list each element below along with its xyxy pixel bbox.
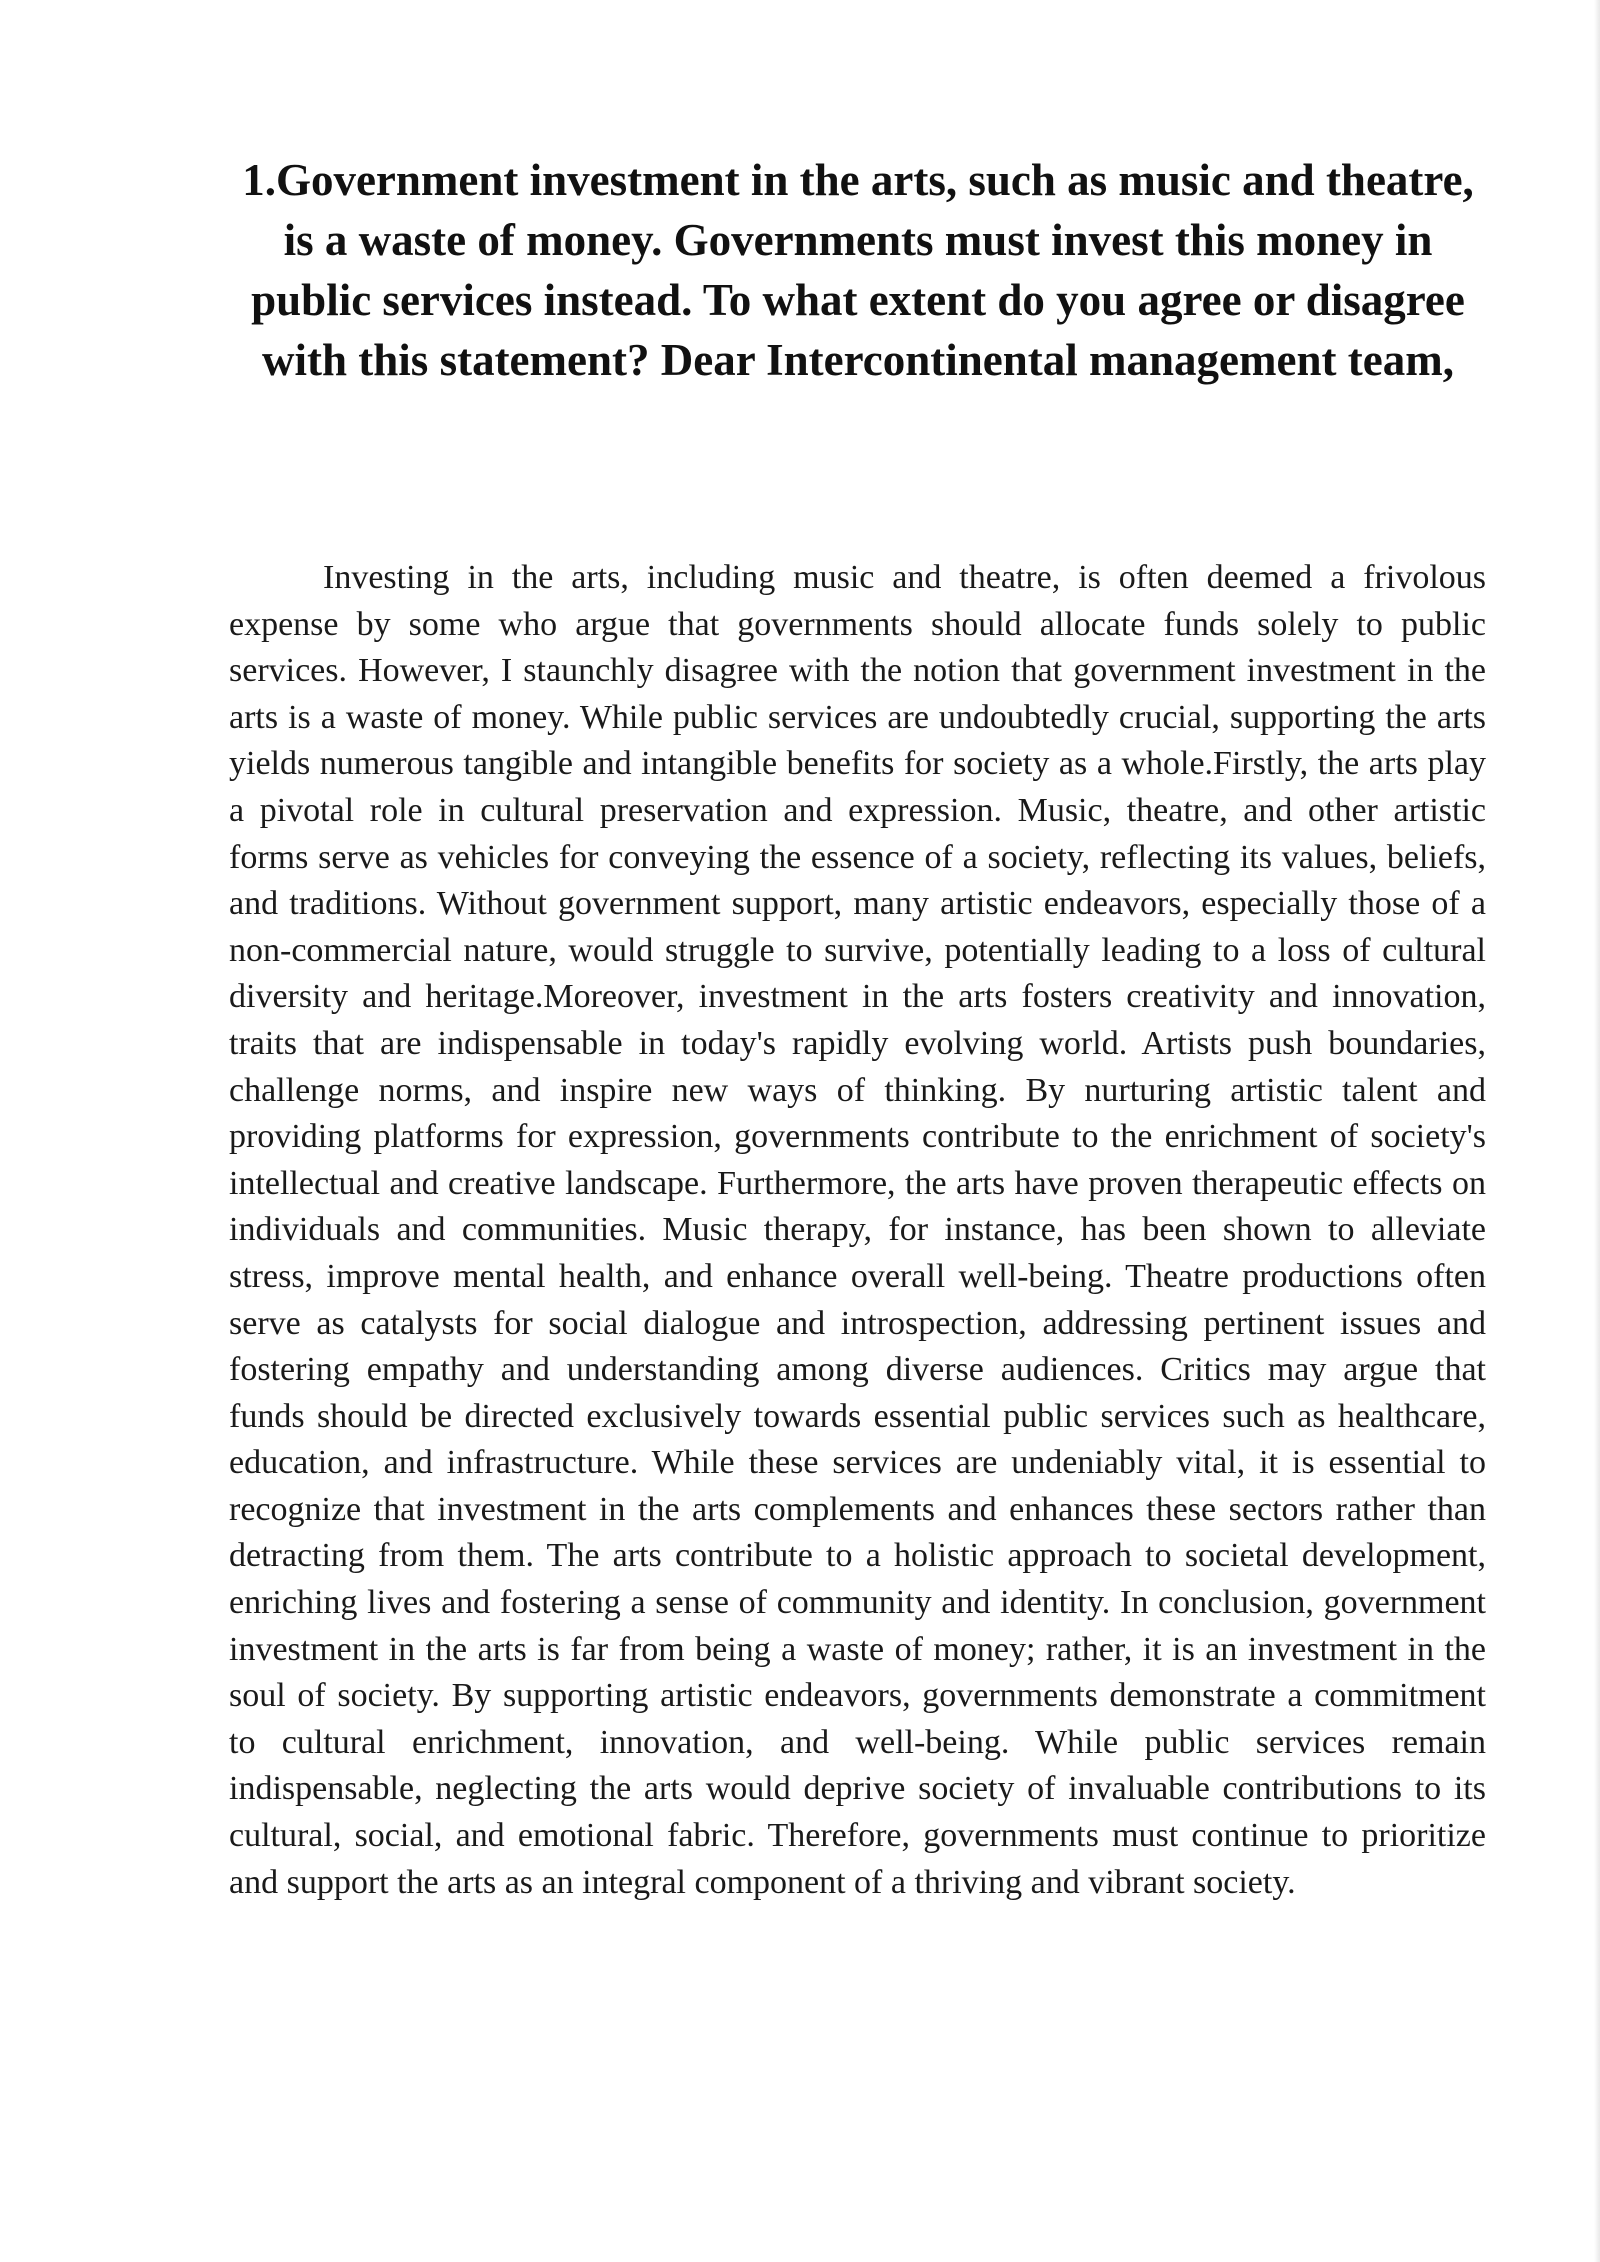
page-edge-shadow (1594, 0, 1600, 2262)
essay-title: 1.Government investment in the arts, such as music and theatre, is a waste of money. Governments must invest this money in public services instead. To what extent do you agree or disagree with this statement? Dear Intercontinental management team, (242, 155, 1474, 385)
essay-body: Investing in the arts, including music and theatre, is often deemed a frivolous expense by some who argue that governments should allocate funds solely to public services. However, I staunchly disagree with the notion that government investment in the arts is a waste of money. While public services are undoubtedly crucial, supporting the arts yields numerous tangible and intangible benefits for society as a whole.Firstly, the arts play a pivotal role in cultural preservation and expression. Music, theatre, and other artistic forms serve as vehicles for conveying the essence of a society, reflecting its values, beliefs, and traditions. Without government support, many artistic endeavors, especially those of a non-commercial nature, would struggle to survive, potentially leading to a loss of cultural diversity and heritage.Moreover, investment in the arts fosters creativity and innovation, traits that are indispensable in today's rapidly evolving world. Artists push boundaries, challenge norms, and inspire new ways of thinking. By nurturing artistic talent and providing platforms for expression, governments contribute to the enrichment of society's intellectual and creative landscape. Furthermore, the arts have proven therapeutic effects on individuals and communities. Music therapy, for instance, has been shown to alleviate stress, improve mental health, and enhance overall well-being. Theatre productions often serve as catalysts for social dialogue and introspection, addressing pertinent issues and fostering empathy and understanding among diverse audiences. Critics may argue that funds should be directed exclusively towards essential public services such as healthcare, education, and infrastructure. While these services are undeniably vital, it is essential to recognize that investment in the arts complements and enhances these sectors rather than detracting from them. The arts contribute to a holistic approach to societal development, enriching lives and fostering a sense of community and identity. In conclusion, government investment in the arts is far from being a waste of money; rather, it is an investment in the soul of society. By supporting artistic endeavors, governments demonstrate a commitment to cultural enrichment, innovation, and well-being. While public services remain indispensable, neglecting the arts would deprive society of invaluable contributions to its cultural, social, and emotional fabric. Therefore, governments must continue to prioritize and support the arts as an integral component of a thriving and vibrant society. (229, 559, 1486, 1901)
